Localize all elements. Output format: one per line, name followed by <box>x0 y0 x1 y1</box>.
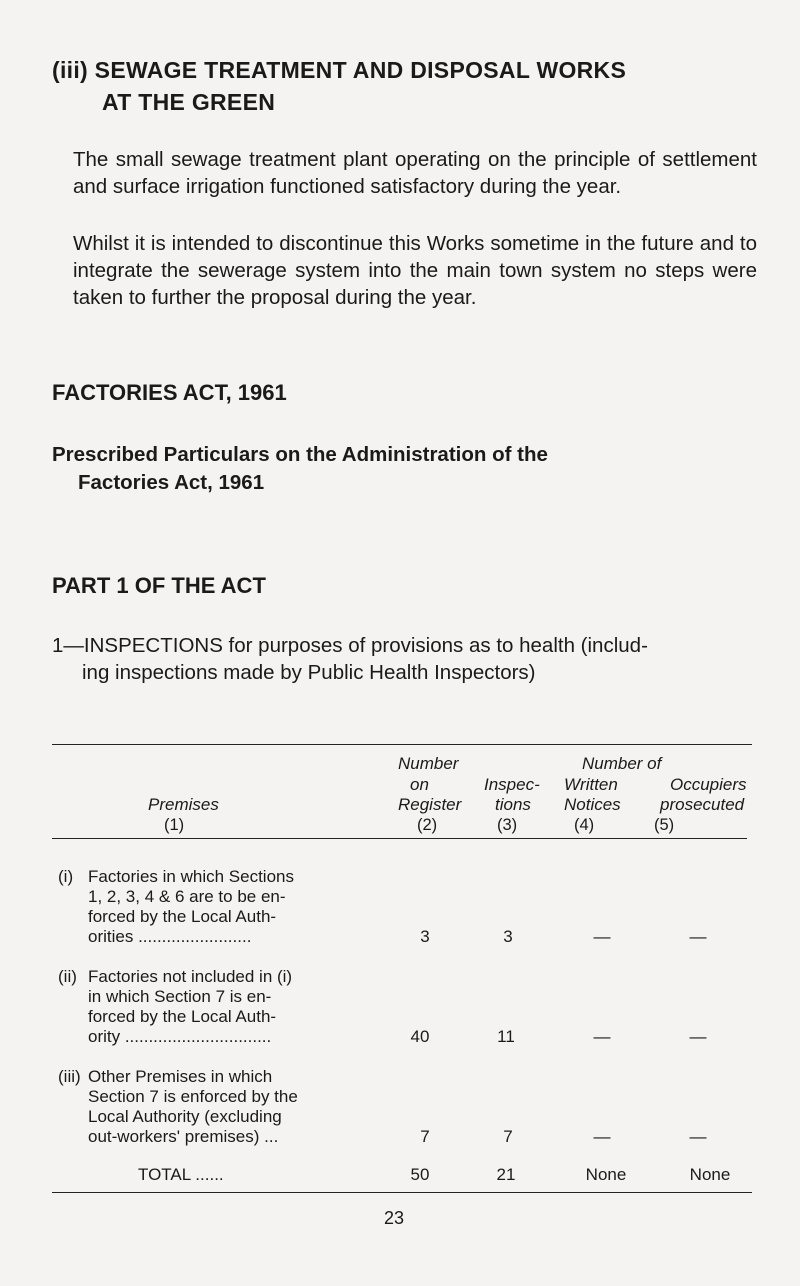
header-register: Register <box>398 795 462 814</box>
act-heading: FACTORIES ACT, 1961 <box>52 380 287 405</box>
section-heading-line1: (iii) SEWAGE TREATMENT AND DISPOSAL WORKS <box>52 57 627 83</box>
cell-inspections: 11 <box>497 1027 515 1046</box>
paragraph-1: The small sewage treatment plant operating on the principle of settlement and surface irrigation functioned satisfactory during the year. <box>73 148 757 198</box>
table-top-rule <box>52 744 752 745</box>
col-number-2: (2) <box>417 816 438 834</box>
row-line: Local Authority (excluding <box>88 1107 282 1126</box>
row-line: Factories not included in (i) <box>88 967 293 986</box>
page-number: 23 <box>384 1208 405 1228</box>
header-occupiers: Occupiers <box>670 775 747 794</box>
total-notices: None <box>585 1165 627 1184</box>
inspections-heading-line1: 1—INSPECTIONS for purposes of provisions as to health (includ- <box>52 634 648 657</box>
row-line: forced by the Local Auth- <box>88 907 277 926</box>
cell-inspections: 3 <box>503 927 513 946</box>
header-number-of: Number of <box>582 754 662 773</box>
cell-prosecuted: — <box>689 927 707 946</box>
table-bottom-rule <box>52 1192 752 1193</box>
row-number: (iii) <box>58 1067 81 1086</box>
total-inspections: 21 <box>496 1165 516 1184</box>
row-line: orities ........................ <box>88 927 252 946</box>
particulars-heading-line1: Prescribed Particulars on the Administration of the <box>52 443 548 466</box>
total-register: 50 <box>410 1165 430 1184</box>
part-heading: PART 1 OF THE ACT <box>52 573 266 598</box>
header-tions: tions <box>495 795 531 814</box>
row-line: in which Section 7 is en- <box>88 987 272 1006</box>
cell-inspections: 7 <box>503 1127 513 1146</box>
header-inspec: Inspec- <box>484 775 540 794</box>
row-line: ority ............................... <box>88 1027 272 1046</box>
paragraph-2: Whilst it is intended to discontinue this Works sometime in the future and to integrate the sewerage system into the main town system no steps were taken to further the proposal during the year. <box>73 232 757 309</box>
cell-register: 40 <box>410 1027 430 1046</box>
table-header-rule <box>52 838 747 839</box>
row-line: Factories in which Sections <box>88 867 294 886</box>
total-prosecuted: None <box>689 1165 731 1184</box>
header-on: on <box>410 775 429 794</box>
row-line: Section 7 is enforced by the <box>88 1087 298 1106</box>
cell-prosecuted: — <box>689 1027 707 1046</box>
section-heading <box>52 54 626 118</box>
row-line: out-workers' premises) ... <box>88 1127 279 1146</box>
cell-notices: — <box>593 927 611 946</box>
header-notices: Notices <box>564 795 621 814</box>
section-heading-line2: AT THE GREEN <box>102 89 276 115</box>
col-number-3: (3) <box>497 816 518 834</box>
row-number: (i) <box>58 867 74 886</box>
inspections-heading <box>52 632 762 686</box>
col-number-4: (4) <box>574 816 595 834</box>
cell-prosecuted: — <box>689 1127 707 1146</box>
row-line: Other Premises in which <box>88 1067 273 1086</box>
cell-notices: — <box>593 1027 611 1046</box>
col-number-5: (5) <box>654 816 675 834</box>
row-number: (ii) <box>58 967 77 986</box>
col-number-1: (1) <box>164 816 185 834</box>
header-number: Number <box>398 754 459 773</box>
row-line: 1, 2, 3, 4 & 6 are to be en- <box>88 887 286 906</box>
inspections-heading-line2: ing inspections made by Public Health Inspectors) <box>82 661 536 684</box>
cell-register: 3 <box>420 927 430 946</box>
header-written: Written <box>564 775 618 794</box>
particulars-heading <box>52 441 548 497</box>
header-premises: Premises <box>148 795 219 814</box>
cell-register: 7 <box>420 1127 430 1146</box>
header-prosecuted: prosecuted <box>660 795 745 814</box>
cell-notices: — <box>593 1127 611 1146</box>
row-line: forced by the Local Auth- <box>88 1007 277 1026</box>
particulars-heading-line2: Factories Act, 1961 <box>78 471 265 494</box>
total-label-text: TOTAL ...... <box>138 1165 224 1184</box>
